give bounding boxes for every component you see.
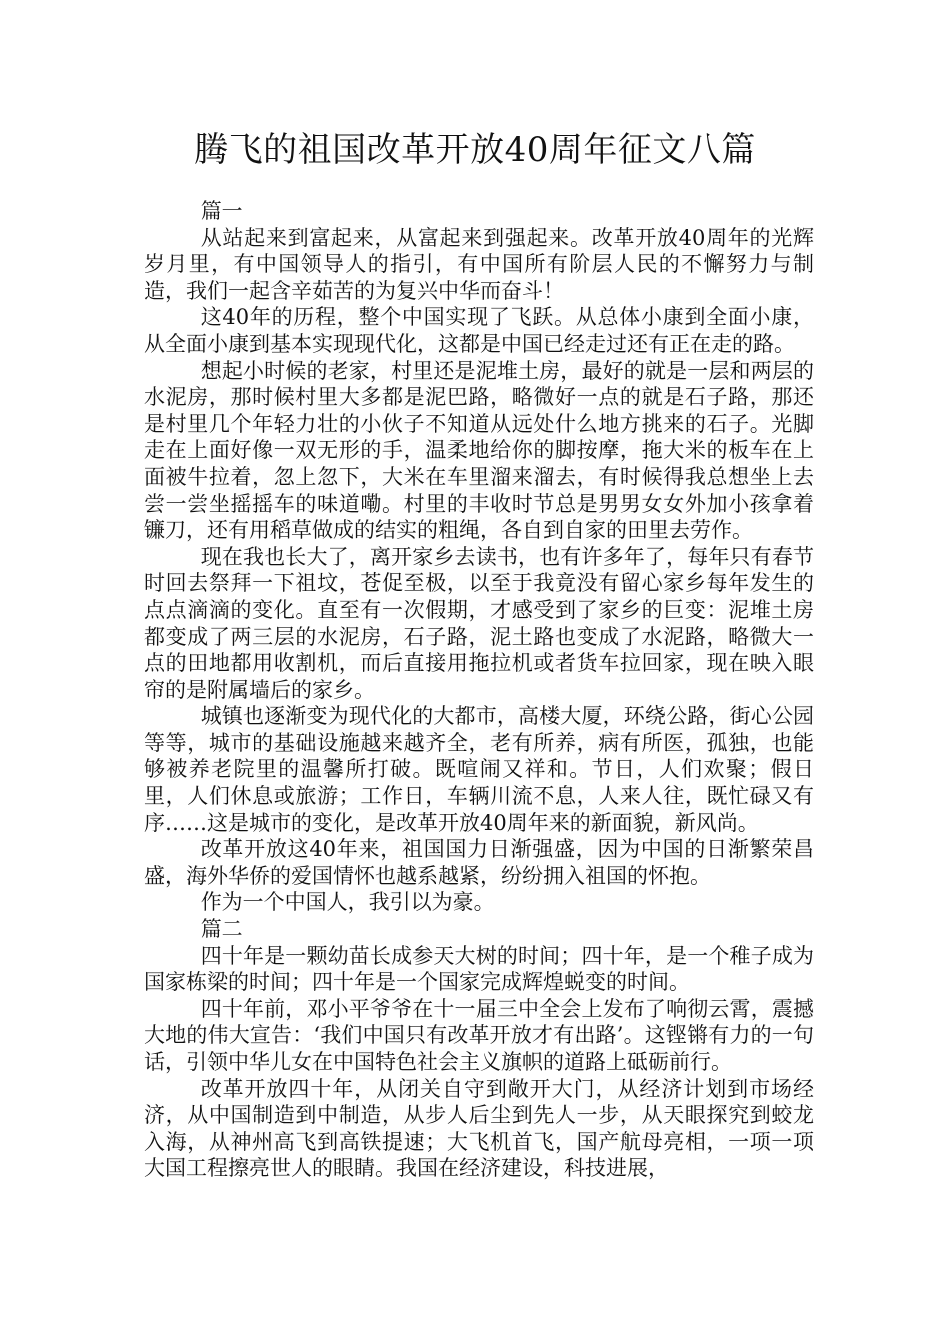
section-heading: 篇一 [200, 199, 243, 223]
body-paragraph: 现在我也长大了，离开家乡去读书，也有许多年了，每年只有春节时回去祭拜一下祖坟，苍促至极，以至于我竟没有留心家乡每年发生的点点滴滴的变化。直至有一次假期，才感受到了家乡的巨变：泥堆土房都变成了两三层的水泥房，石子路，泥土路也变成了水泥路，略微大一点的田地都用收割机，而后直接用拖拉机或者货车拉回家，现在映入眼帘的是附属墙后的家乡。 [144, 544, 814, 702]
body-paragraph: 作为一个中国人，我引以为豪。 [200, 890, 495, 915]
body-paragraph: 想起小时候的老家，村里还是泥堆土房，最好的就是一层和两层的水泥房，那时候村里大多都是泥巴路，略微好一点的就是石子路，那还是村里几个年轻力壮的小伙子不知道从远处什么地方挑来的石子。光脚走在上面好像一双无形的手，温柔地给你的脚按摩，拖大米的板车在上面被牛拉着，忽上忽下，大米在车里溜来溜去，有时候得我总想坐上去尝一尝坐摇摇车的味道嘞。村里的丰收时节总是男男女女外加小孩拿着镰刀，还有用稻草做成的结实的粗绳，各自到自家的田里去劳作。 [144, 358, 814, 543]
body-paragraph: 城镇也逐渐变为现代化的大都市，高楼大厦，环绕公路，街心公园等等，城市的基础设施越来越齐全，老有所养，病有所医，孤独，也能够被养老院里的温馨所打破。既喧闹又祥和。节日，人们欢聚；假日里，人们休息或旅游；工作日，车辆川流不息，人来人往，既忙碌又有序……这是城市的变化，是改革开放40周年来的新面貌，新风尚。 [144, 704, 814, 835]
body-paragraph: 这40年的历程，整个中国实现了飞跃。从总体小康到全面小康，从全面小康到基本实现现代化，这都是中国已经走过还有正在走的路。 [144, 305, 814, 356]
body-paragraph: 改革开放这40年来，祖国国力日渐强盛，因为中国的日渐繁荣昌盛，海外华侨的爱国情怀也越系越紧，纷纷拥入祖国的怀抱。 [144, 837, 814, 888]
document-title: 腾飞的祖国改革开放40周年征文八篇 [194, 130, 756, 170]
body-paragraph: 改革开放四十年，从闭关自守到敞开大门，从经济计划到市场经济，从中国制造到中制造，从步人后尘到先人一步，从天眼探究到蛟龙入海，从神州高飞到高铁提速；大飞机首飞，国产航母亮相，一项一项大国工程擦亮世人的眼睛。我国在经济建设，科技进展， [144, 1076, 814, 1181]
body-paragraph: 四十年是一颗幼苗长成参天大树的时间；四十年，是一个稚子成为国家栋梁的时间；四十年是一个国家完成辉煌蜕变的时间。 [144, 943, 814, 995]
body-paragraph: 四十年前，邓小平爷爷在十一届三中全会上发布了响彻云霄，震撼大地的伟大宣告：‘我们中国只有改革开放才有出路’。这铿锵有力的一句话，引领中华儿女在中国特色社会主义旗帜的道路上砥砺前行。 [144, 996, 814, 1074]
body-paragraph: 从站起来到富起来，从富起来到强起来。改革开放40周年的光辉岁月里，有中国领导人的指引，有中国所有阶层人民的不懈努力与制造，我们一起含辛茹苦的为复兴中华而奋斗！ [144, 225, 814, 303]
section-heading: 篇二 [200, 917, 243, 942]
document-body [144, 198, 814, 1182]
